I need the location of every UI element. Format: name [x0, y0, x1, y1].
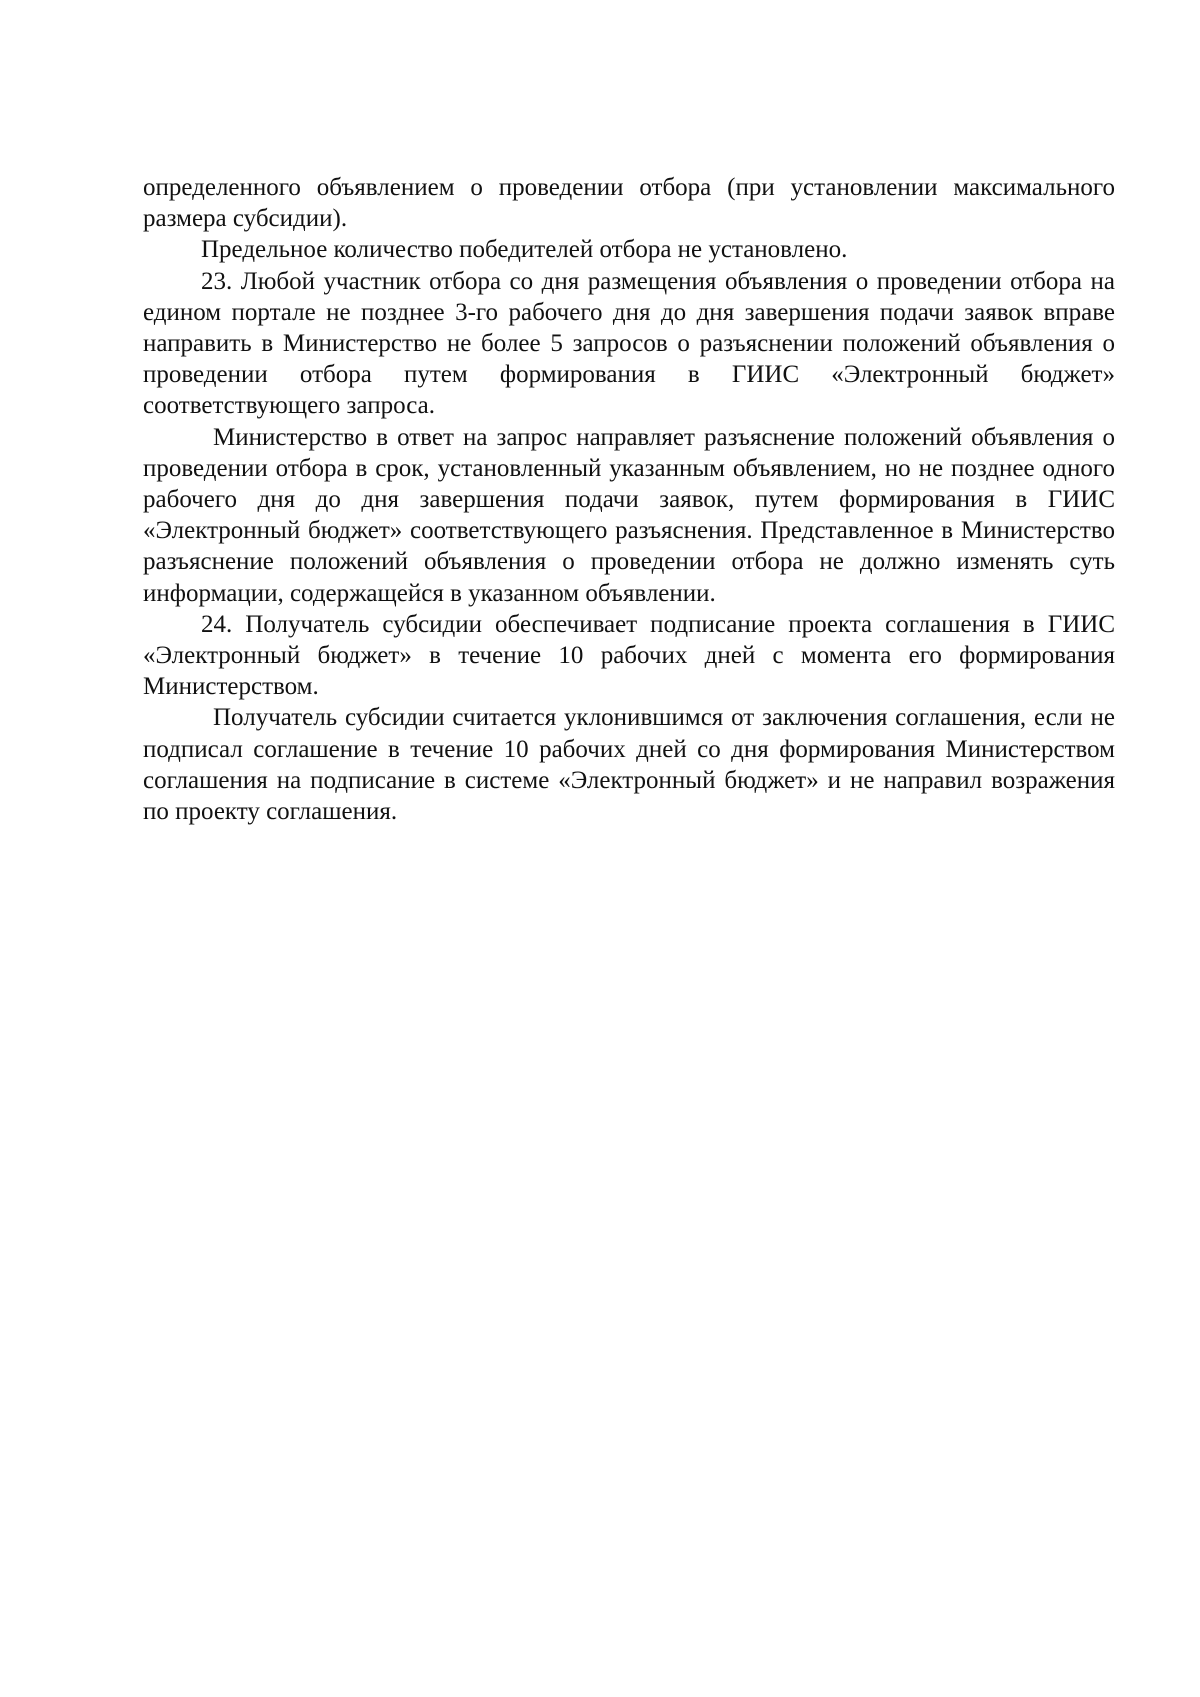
- document-body: [143, 172, 1115, 827]
- paragraph-ministry-response: Министерство в ответ на запрос направляет разъяснение положений объявления о проведении отбора в срок, установленный указанным объявлением, но не позднее одного рабочего дня до дня завершения подачи заявок, путем формирования в ГИИС «Электронный бюджет» соответствующего разъяснения. Представленное в Министерство разъяснение положений объявления о проведении отбора не должно изменять суть информации, содержащейся в указанном объявлении.: [143, 423, 1115, 607]
- paragraph-24: 24. Получатель субсидии обеспечивает подписание проекта соглашения в ГИИС «Электронный бюджет» в течение 10 рабочих дней с момента его формирования Министерством.: [143, 610, 1115, 701]
- paragraph-winners-limit: Предельное количество победителей отбора не установлено.: [201, 236, 848, 264]
- paragraph-23: 23. Любой участник отбора со дня размещения объявления о проведении отбора на едином портале не позднее 3-го рабочего дня до дня завершения подачи заявок вправе направить в Министерство не более 5 запросов о разъяснении положений объявления о проведении отбора путем формирования в ГИИС «Электронный бюджет» соответствующего запроса.: [143, 267, 1115, 420]
- paragraph-continuation: определенного объявлением о проведении отбора (при установлении максимального размера субсидии).: [143, 174, 1115, 233]
- paragraph-evasion: Получатель субсидии считается уклонившимся от заключения соглашения, если не подписал соглашение в течение 10 рабочих дней со дня формирования Министерством соглашения на подписание в системе «Электронный бюджет» и не направил возражения по проекту соглашения.: [143, 704, 1115, 826]
